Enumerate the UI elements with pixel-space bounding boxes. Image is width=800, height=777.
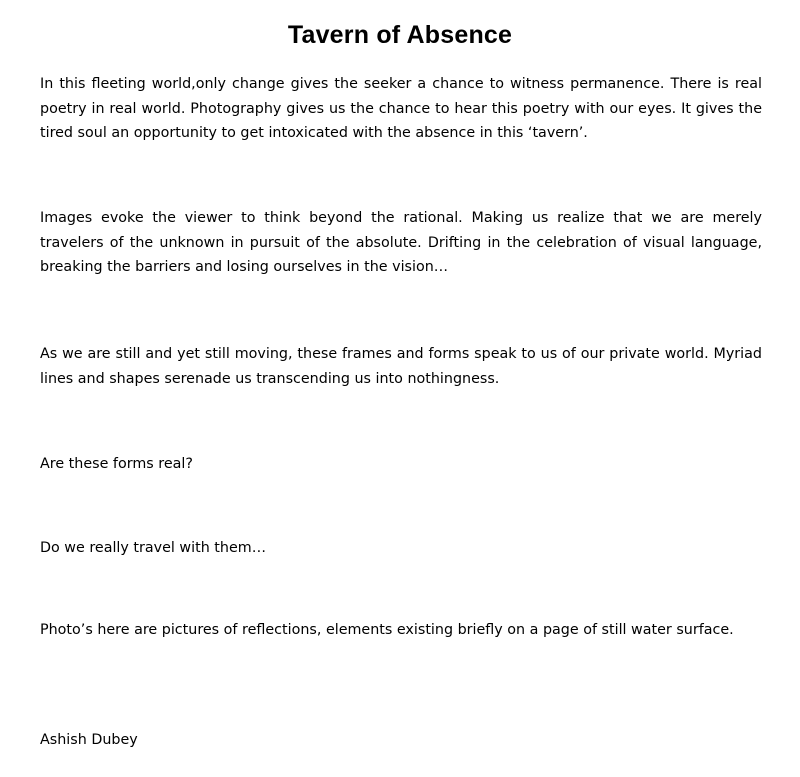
paragraph-question-forms: Are these forms real? (40, 456, 193, 472)
paragraph-images: Images evoke the viewer to think beyond the rational. Making us realize that we are merely travelers of the unknown in pursuit of the absolute. Drifting in the celebration of visual language, breaking the barriers and losing ourselves in the vision… (40, 210, 762, 275)
author-signature: Ashish Dubey (40, 732, 138, 748)
paragraph-reflections: Photo’s here are pictures of reflections, elements existing briefly on a page of still water surface. (40, 622, 734, 638)
paragraph-question-travel: Do we really travel with them… (40, 540, 266, 556)
paragraph-intro: In this fleeting world,only change gives the seeker a chance to witness permanence. There is real poetry in real world. Photography gives us the chance to hear this poetry with our eyes. It gives the tired soul an opportunity to get intoxicated with the absence in this ‘tavern’. (40, 76, 762, 141)
document-title: Tavern of Absence (287, 21, 513, 49)
paragraph-movement: As we are still and yet still moving, these frames and forms speak to us of our private world. Myriad lines and shapes serenade us transcending us into nothingness. (40, 346, 762, 387)
